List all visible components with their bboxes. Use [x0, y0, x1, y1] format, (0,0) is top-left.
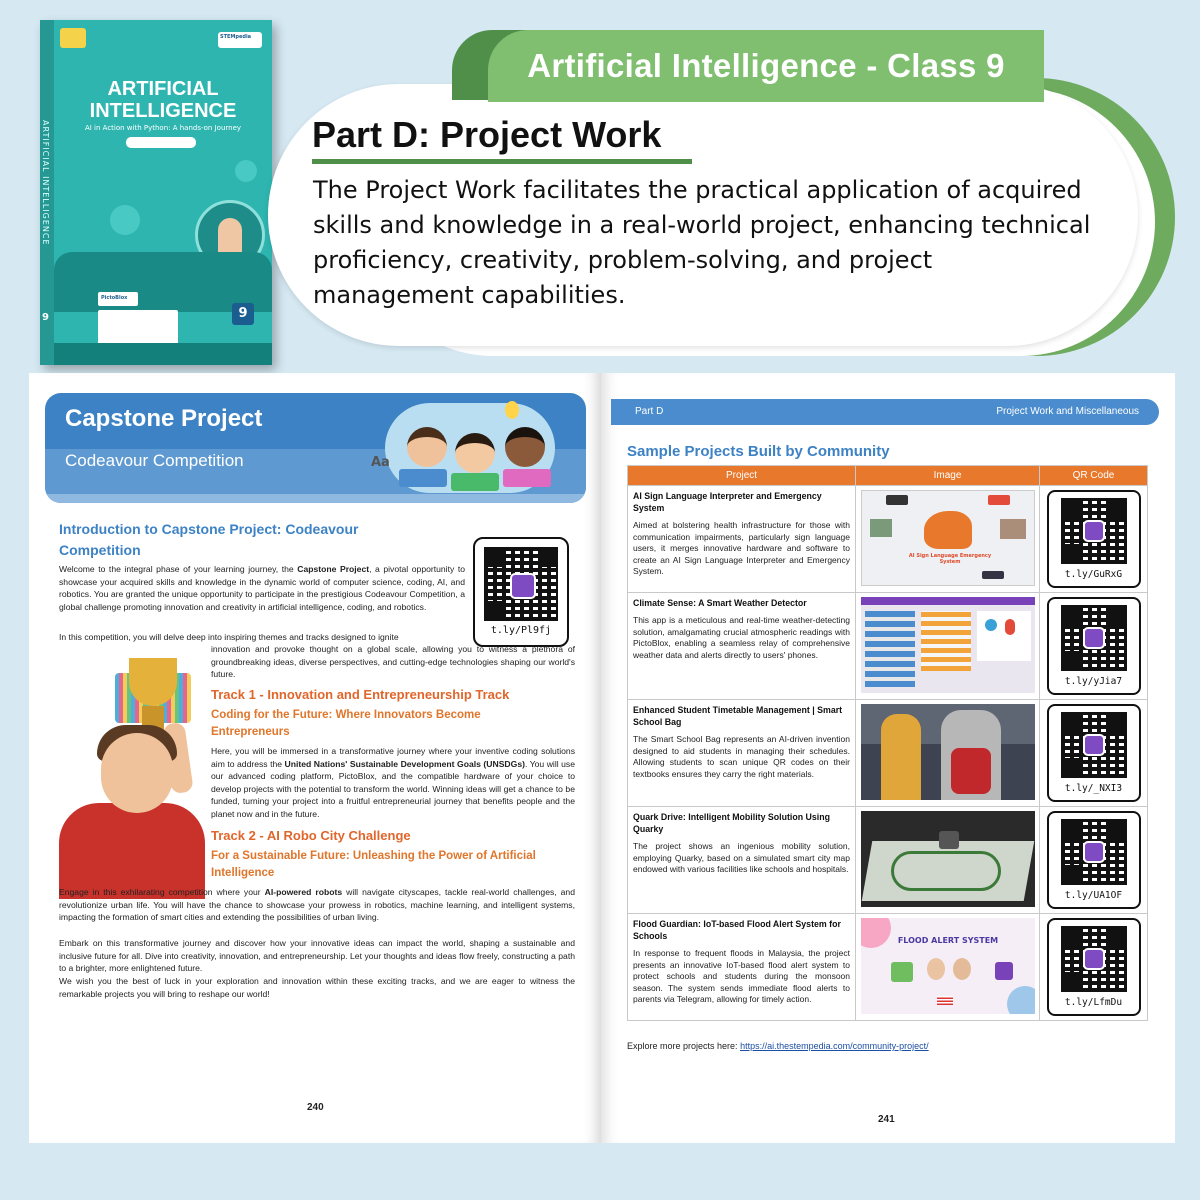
project-description: The Smart School Bag represents an AI-driven invention designed to aid students in managing their schedules. Allowing students to scan unique QR codes on their textbooks ensures they carry the right materials. [633, 734, 850, 779]
bold-text: AI-powered robots [264, 887, 343, 897]
qr-link-text: t.ly/yJia7 [1064, 676, 1123, 687]
intro-paragraph-2a: In this competition, you will delve deep into inspiring themes and tracks designed to ignite [59, 632, 399, 642]
qr-code-icon [1061, 926, 1127, 992]
cover-spine-number: 9 [42, 312, 49, 323]
cover-footer-strip [54, 343, 272, 365]
explore-line [627, 1041, 929, 1051]
column-header-qr: QR Code [1040, 466, 1148, 486]
qr-code-icon [1061, 712, 1127, 778]
track1-subheading: Coding for the Future: Where Innovators Become Entrepreneurs [211, 709, 481, 738]
project-photo [861, 811, 1035, 907]
cover-pictoblox-logo: PictoBlox [98, 292, 138, 306]
cover-spine-text: ARTIFICIAL INTELLIGENCE [41, 120, 50, 246]
track1-heading: Track 1 - Innovation and Entrepreneurship Track [211, 687, 510, 702]
qr-link-text: t.ly/GuRxG [1064, 569, 1123, 580]
part-description: The Project Work facilitates the practical application of acquired skills and knowledge in a real-world project, enhancing technical proficiency, creativity, problem-solving, and project management capabilities. [313, 176, 1091, 309]
cover-decor-circle [110, 205, 140, 235]
device-icon [995, 962, 1013, 980]
text-run: Engage in this exhilarating competition where your [59, 887, 265, 897]
student-figure [881, 714, 921, 800]
qr-link-text: t.ly/_NXI3 [1064, 783, 1123, 794]
track2-subheading: For a Sustainable Future: Unleashing the Power of Artificial Intelligence [211, 850, 536, 879]
mode-button [886, 495, 908, 505]
table-header-row [628, 466, 1148, 486]
project-title: Flood Guardian: IoT-based Flood Alert System for Schools [633, 919, 841, 941]
image-cell [856, 700, 1040, 807]
table-row [628, 486, 1148, 593]
right-page [601, 373, 1175, 1143]
stage-preview [977, 611, 1031, 661]
project-screenshot [861, 490, 1035, 586]
cover-decor-circle [235, 160, 257, 182]
cover-class-number: 9 [232, 303, 254, 325]
banner-title: Capstone Project [65, 405, 263, 432]
lightbulb-icon [505, 401, 519, 419]
app-titlebar [861, 597, 1035, 605]
cover-title: ARTIFICIAL INTELLIGENCE [89, 78, 237, 122]
project-cell [628, 914, 856, 1021]
quarky-robot [939, 831, 959, 849]
hand-sign-icon [924, 511, 972, 549]
banner-subtitle: Codeavour Competition [65, 451, 244, 470]
qr-code-icon [1061, 819, 1127, 885]
letter-aa-icon: Aa [371, 455, 390, 470]
left-page [29, 373, 601, 1143]
bold-text: Capstone Project [297, 564, 370, 574]
project-description: The project shows an ingenious mobility solution, employing Quarky, based on a simulated smart city map endowed with various facilities like schools and hospitals. [633, 841, 850, 875]
capstone-banner [45, 393, 586, 503]
poster-decor [1007, 986, 1035, 1014]
cover-nep-badge [60, 28, 86, 48]
presenter-photo [927, 958, 945, 980]
sample-projects-heading: Sample Projects Built by Community [627, 443, 890, 460]
track2-heading: Track 2 - AI Robo City Challenge [211, 828, 411, 843]
map-track [891, 851, 1001, 891]
qr-code-card[interactable] [1047, 597, 1141, 695]
thermometer-icon [1005, 619, 1015, 635]
trophy-icon [129, 658, 177, 706]
project-poster [861, 918, 1035, 1014]
poster-title: FLOOD ALERT SYSTEM [897, 936, 999, 945]
device-icon [891, 962, 913, 982]
project-photo [861, 704, 1035, 800]
qr-code-card[interactable] [1047, 704, 1141, 802]
embark-paragraph: Embark on this transformative journey and discover how your innovative ideas can impact the world, shaping a sustainable and inclusive future for all. Dive into creativity, innovation, and entrepreneurship. Let your thoughts and ideas flow freely, constructing a path to a brighter, more enlightened future. [59, 938, 575, 974]
presenter-photo [953, 958, 971, 980]
kid-avatar [407, 427, 447, 467]
project-title: Quark Drive: Intelligent Mobility Solution Using Quarky [633, 812, 830, 834]
bold-text: United Nations' Sustainable Development Goals (UNSDGs) [284, 758, 525, 769]
laptop-icon [451, 473, 499, 491]
project-cell [628, 486, 856, 593]
cover-brand-logo: STEMpedia [218, 32, 262, 48]
project-description: Aimed at bolstering health infrastructure for those with communication impairments, particularly sign language users, it merges innovative hardware and software to create an AI Sign Language Interpreter and Emergency System. [633, 520, 850, 577]
explore-label: Explore more projects here: [627, 1041, 741, 1051]
emergency-button [988, 495, 1010, 505]
table-row [628, 700, 1148, 807]
text-run: . You will use our advanced coding platform, PictoBlox, and the compatible hardware of your choice to develop projects with the potential to transform the world. Winning ideas will get a chance to be funded, turning your project into a fruitful entrepreneurial journey that benefits people and the planet now and in the future. [211, 758, 575, 819]
table-row [628, 807, 1148, 914]
project-title: Enhanced Student Timetable Management | Smart School Bag [633, 705, 843, 727]
project-description: This app is a meticulous and real-time weather-detecting solution, amalgamating crucial atmospheric readings with PictoBlox, enabling a seamless relay of comprehensive weather data and alerts directly to users' phones. [633, 615, 850, 660]
column-header-image: Image [856, 466, 1040, 486]
text-run: Welcome to the integral phase of your learning journey, the [59, 564, 298, 574]
image-cell [856, 914, 1040, 1021]
book-spread [29, 373, 1175, 1143]
intro-heading: Introduction to Capstone Project: Codeavour Competition [59, 521, 359, 558]
screenshot-caption: AI Sign Language Emergency System [908, 553, 992, 565]
projects-table [627, 465, 1148, 1021]
text-run: Here, you will be immersed in a transformative journey where your inventive coding solutions aim to address the [211, 746, 575, 769]
page-number: 240 [307, 1102, 324, 1113]
boy-illustration [59, 803, 205, 899]
intro-paragraph-1 [59, 563, 465, 613]
cover-cbse-tag [126, 137, 196, 148]
qr-code-icon [1061, 498, 1127, 564]
qr-cell [1040, 593, 1148, 700]
video-thumb [870, 519, 892, 537]
closing-paragraph: We wish you the best of luck in your exploration and innovation within these exciting tracks, and we are eager to witness the remarkable projects you will bring to reshape our world! [59, 976, 575, 999]
image-cell [856, 486, 1040, 593]
qr-code-card[interactable] [1047, 918, 1141, 1016]
track2-paragraph [59, 886, 575, 924]
qr-cell [1040, 700, 1148, 807]
qr-code-icon [1061, 605, 1127, 671]
banner-foot [45, 494, 586, 503]
qr-link-text: t.ly/UA1OF [1064, 890, 1123, 901]
qr-code-card[interactable] [1047, 490, 1141, 588]
video-thumb [1000, 519, 1026, 539]
text-run: will navigate cityscapes, tackle real-world challenges, and revolutionize urban life. You will have the chance to showcase your prowess in robotics, machine learning, and intelligent systems, impacting the formation of smart cities and extending the possibilities of urban living. [59, 887, 575, 923]
table-row [628, 593, 1148, 700]
track1-paragraph [211, 745, 575, 821]
project-cell [628, 593, 856, 700]
column-header-project: Project [628, 466, 856, 486]
kid-avatar [455, 433, 495, 473]
laptop-icon [399, 469, 447, 487]
kids-coding-illustration [355, 397, 585, 495]
malaysia-flag-icon [937, 996, 953, 1005]
class-title-tab: Artificial Intelligence - Class 9 [488, 30, 1044, 102]
image-cell [856, 807, 1040, 914]
header-part-label: Part D [635, 406, 664, 417]
project-title: AI Sign Language Interpreter and Emergency System [633, 491, 822, 513]
code-blocks-palette [865, 611, 915, 687]
title-underline [312, 159, 692, 164]
community-projects-link[interactable]: https://ai.thestempedia.com/community-project/ [740, 1041, 929, 1051]
school-bag [951, 748, 991, 794]
qr-cell [1040, 914, 1148, 1021]
screenshot-button [982, 571, 1004, 579]
code-blocks-script [921, 611, 971, 671]
qr-cell [1040, 486, 1148, 593]
intro-paragraph-2b: innovation and provoke thought on a global scale, allowing you to witness a plethora of groundbreaking ideas, diverse perspectives, and cutting-edge technologies shaping our world's future. [211, 644, 575, 680]
project-description: In response to frequent floods in Malaysia, the project presents an innovative IoT-based flood alert system to protect schools and students during the monsoon season. The system sends immediate flood alerts to parents via Telegram, allowing for timely action. [633, 948, 850, 1005]
part-title: Part D: Project Work [312, 114, 662, 155]
header-section-label: Project Work and Miscellaneous [996, 406, 1139, 417]
qr-code-icon [484, 547, 558, 621]
laptop-icon [503, 469, 551, 487]
kid-avatar [505, 427, 545, 467]
project-screenshot [861, 597, 1035, 693]
running-header [611, 399, 1159, 425]
qr-link-text: t.ly/LfmDu [1064, 997, 1123, 1008]
project-cell [628, 700, 856, 807]
text-run: , a pivotal opportunity to showcase your acquired skills and knowledge in the dynamic world of computer science, coding, AI, and robotics. You are granted the unique opportunity to participate in the prestigious Codeavour Competition, a global challenge promoting innovation and creativity in artificial intelligence, coding, and robotics. [59, 564, 465, 612]
qr-code-card[interactable] [473, 537, 569, 647]
table-row [628, 914, 1148, 1021]
qr-link-text: t.ly/Pl9fj [490, 625, 552, 636]
weather-icon [985, 619, 997, 631]
project-cell [628, 807, 856, 914]
image-cell [856, 593, 1040, 700]
page-number: 241 [878, 1114, 895, 1125]
cover-subtitle: AI in Action with Python: A hands-on Journey [84, 124, 242, 132]
qr-cell [1040, 807, 1148, 914]
project-title: Climate Sense: A Smart Weather Detector [633, 598, 807, 608]
boy-head [101, 733, 173, 813]
qr-code-card[interactable] [1047, 811, 1141, 909]
